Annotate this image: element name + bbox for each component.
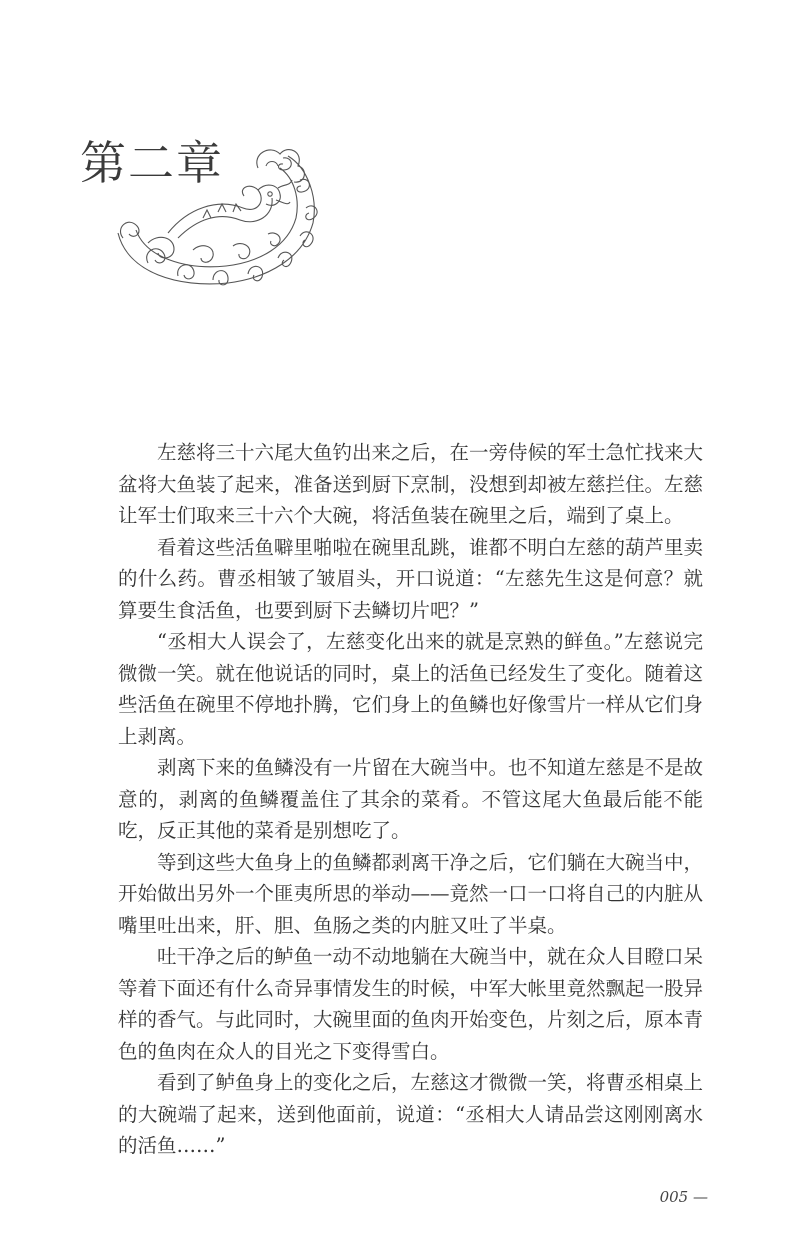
paragraph: “丞相大人误会了，左慈变化出来的就是烹熟的鲜鱼。”左慈说完微微一笑。就在他说话的同时，桌上的活鱼已经发生了变化。随着这些活鱼在碗里不停地扑腾，它们身上的鱼鳞也好像雪片一样从它们身上剥离。: [118, 630, 704, 748]
paragraph: 等到这些大鱼身上的鱼鳞都剥离干净之后，它们躺在大碗当中，开始做出另外一个匪夷所思的举动——竟然一口一口将自己的内脏从嘴里吐出来，肝、胆、鱼肠之类的内脏又吐了半桌。: [118, 850, 704, 937]
paragraph: 剥离下来的鱼鳞没有一片留在大碗当中。也不知道左慈是不是故意的，剥离的鱼鳞覆盖住了其余的菜肴。不管这尾大鱼最后能不能吃，反正其他的菜肴是别想吃了。: [118, 756, 704, 842]
chapter-body: [118, 437, 703, 1162]
cloud-dragon-ornament-icon: [108, 138, 323, 293]
page-number: 005 —: [659, 1188, 708, 1206]
paragraph: 吐干净之后的鲈鱼一动不动地躺在大碗当中，就在众人目瞪口呆等着下面还有什么奇异事情发生的时候，中军大帐里竟然飘起一股异样的香气。与此同时，大碗里面的鱼肉开始变色，片刻之后，原本青色的鱼肉在众人的目光之下变得雪白。: [118, 945, 704, 1063]
chapter-title: 第二章: [80, 136, 224, 190]
paragraph: 看着这些活鱼噼里啪啦在碗里乱跳，谁都不明白左慈的葫芦里卖的什么药。曹丞相皱了皱眉头，开口说道：“左慈先生这是何意？就算要生食活鱼，也要到厨下去鳞切片吧？”: [118, 535, 704, 622]
paragraph: 看到了鲈鱼身上的变化之后，左慈这才微微一笑，将曹丞相桌上的大碗端了起来，送到他面前，说道：“丞相大人请品尝这刚刚离水的活鱼……”: [118, 1071, 704, 1157]
paragraph: 左慈将三十六尾大鱼钓出来之后，在一旁侍候的军士急忙找来大盆将大鱼装了起来，准备送到厨下烹制，没想到却被左慈拦住。左慈让军士们取来三十六个大碗，将活鱼装在碗里之后，端到了桌上。: [118, 441, 704, 527]
